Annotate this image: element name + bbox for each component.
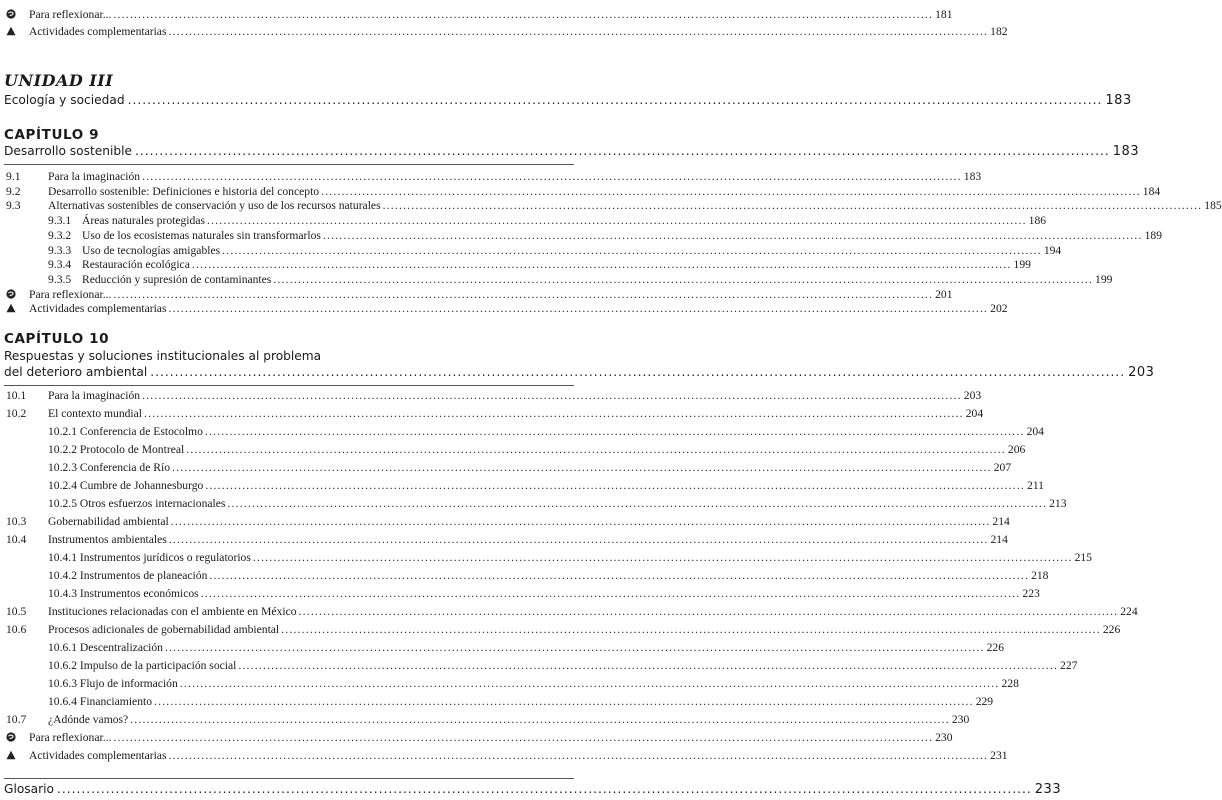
dot-leader: ........................................................................................................................................................................................................ bbox=[322, 228, 1143, 242]
activities-icon bbox=[6, 26, 16, 36]
dot-leader: ........................................................................................................................................................................................................ bbox=[113, 8, 934, 21]
activities-icon bbox=[6, 750, 16, 760]
entry-page: 185 bbox=[1204, 199, 1222, 213]
entry-title: Para reflexionar... bbox=[29, 731, 112, 744]
entry-title: Actividades complementarias bbox=[29, 24, 167, 38]
entry-page: 226 bbox=[986, 641, 1005, 654]
toc-entry[interactable] bbox=[48, 443, 1026, 457]
entry-number: 9.1 bbox=[6, 170, 21, 183]
entry-number: 9.3.4 bbox=[48, 258, 72, 272]
toc-entry[interactable] bbox=[48, 228, 1162, 243]
dot-leader: ........................................................................................................................................................................................................ bbox=[172, 461, 992, 474]
entry-page: 231 bbox=[990, 749, 1008, 762]
entry-title: Instrumentos ambientales bbox=[48, 533, 167, 546]
chapter-9-label: CAPÍTULO 9 bbox=[4, 127, 100, 143]
entry-page: 224 bbox=[1120, 605, 1138, 618]
entry-page: 230 bbox=[951, 713, 970, 726]
entry-title: 10.6.4 Financiamiento bbox=[48, 695, 153, 708]
dot-leader: ........................................................................................................................................................................................................ bbox=[168, 24, 989, 38]
chapter-9-rule bbox=[4, 164, 574, 165]
dot-leader: ........................................................................................................................................................................................................ bbox=[222, 243, 1042, 257]
entry-title: 10.2.1 Conferencia de Estocolmo bbox=[48, 425, 203, 438]
toc-entry[interactable] bbox=[6, 184, 1161, 199]
dot-leader: ........................................................................................................................................................................................................ bbox=[206, 214, 1027, 228]
unit-page: 183 bbox=[1105, 93, 1132, 108]
toc-entry[interactable] bbox=[48, 641, 1005, 655]
entry-title: Para la imaginación bbox=[48, 389, 141, 402]
toc-entry[interactable] bbox=[48, 479, 1044, 493]
entry-page: 181 bbox=[935, 8, 953, 21]
toc-entry[interactable] bbox=[6, 24, 1008, 39]
dot-leader: ........................................................................................................................................................................................................ bbox=[56, 782, 1032, 796]
dot-leader: ........................................................................................................................................................................................................ bbox=[168, 533, 989, 546]
dot-leader: ........................................................................................................................................................................................................ bbox=[382, 199, 1203, 213]
dot-leader: ........................................................................................................................................................................................................ bbox=[134, 144, 1110, 158]
dot-leader: ........................................................................................................................................................................................................ bbox=[154, 695, 974, 708]
toc-entry[interactable] bbox=[6, 302, 1008, 316]
chapter-10-label: CAPÍTULO 10 bbox=[4, 331, 110, 347]
toc-entry[interactable] bbox=[6, 8, 953, 22]
entry-page: 204 bbox=[965, 407, 984, 420]
dot-leader: ........................................................................................................................................................................................................ bbox=[209, 569, 1030, 582]
entry-title: 10.6.2 Impulso de la participación social bbox=[48, 659, 237, 672]
entry-page: 215 bbox=[1074, 551, 1092, 564]
entry-title: Para reflexionar... bbox=[29, 287, 112, 301]
entry-title: 10.6.1 Descentralización bbox=[48, 641, 163, 654]
entry-title: Restauración ecológica bbox=[82, 258, 190, 272]
glossary-rule bbox=[4, 778, 574, 779]
entry-page: 228 bbox=[1001, 677, 1019, 690]
toc-entry[interactable] bbox=[48, 214, 1047, 228]
entry-title: ¿Adónde vamos? bbox=[48, 713, 129, 726]
toc-entry[interactable] bbox=[6, 389, 982, 403]
chapter-10-title-line1: Respuestas y soluciones institucionales al problema bbox=[4, 349, 322, 363]
entry-page: 202 bbox=[990, 302, 1008, 316]
entry-title: 10.2.5 Otros esfuerzos internacionales bbox=[48, 497, 226, 510]
glossary-entry[interactable] bbox=[4, 782, 1062, 797]
entry-title: Alternativas sostenibles de conservación y uso de los recursos naturales bbox=[48, 199, 381, 213]
entry-number: 10.3 bbox=[6, 515, 27, 528]
dot-leader: ........................................................................................................................................................................................................ bbox=[142, 389, 962, 402]
toc-entry[interactable] bbox=[48, 677, 1019, 691]
dot-leader: ........................................................................................................................................................................................................ bbox=[127, 93, 1103, 107]
entry-number: 10.5 bbox=[6, 605, 27, 618]
entry-title: Reducción y supresión de contaminantes bbox=[82, 272, 272, 286]
entry-page: 201 bbox=[935, 287, 953, 301]
entry-number: 9.2 bbox=[6, 184, 21, 198]
entry-page: 211 bbox=[1027, 479, 1044, 492]
chapter-9-page: 183 bbox=[1112, 144, 1140, 159]
entry-page: 214 bbox=[990, 533, 1008, 546]
toc-entry[interactable] bbox=[6, 287, 953, 302]
dot-leader: ........................................................................................................................................................................................................ bbox=[186, 443, 1006, 456]
entry-page: 203 bbox=[963, 389, 982, 402]
entry-page: 213 bbox=[1049, 497, 1067, 510]
entry-title: El contexto mundial bbox=[48, 407, 143, 420]
toc-entry[interactable] bbox=[6, 605, 1138, 619]
entry-page: 223 bbox=[1022, 587, 1040, 600]
entry-title: Para la imaginación bbox=[48, 170, 141, 183]
entry-page: 186 bbox=[1028, 214, 1047, 228]
toc-entry[interactable] bbox=[48, 425, 1044, 439]
dot-leader: ........................................................................................................................................................................................................ bbox=[164, 641, 985, 654]
dot-leader: ........................................................................................................................................................................................................ bbox=[150, 365, 1126, 379]
entry-page: 226 bbox=[1102, 623, 1121, 636]
entry-number: 9.3 bbox=[6, 199, 21, 213]
toc-entry[interactable] bbox=[6, 533, 1008, 547]
dot-leader: ........................................................................................................................................................................................................ bbox=[321, 184, 1141, 198]
reflection-icon bbox=[6, 9, 16, 19]
entry-page: 206 bbox=[1007, 443, 1026, 456]
dot-leader: ........................................................................................................................................................................................................ bbox=[170, 515, 991, 528]
unit-title-entry[interactable] bbox=[4, 93, 1132, 108]
entry-number: 10.4 bbox=[6, 533, 27, 546]
entry-page: 182 bbox=[990, 24, 1008, 38]
toc-entry[interactable] bbox=[6, 749, 1008, 763]
dot-leader: ........................................................................................................................................................................................................ bbox=[168, 749, 989, 762]
entry-page: 199 bbox=[1095, 272, 1113, 286]
entry-page: 230 bbox=[935, 731, 953, 744]
toc-entry[interactable] bbox=[6, 170, 982, 184]
dot-leader: ........................................................................................................................................................................................................ bbox=[238, 659, 1059, 672]
entry-title: Gobernabilidad ambiental bbox=[48, 515, 169, 528]
toc-entry[interactable] bbox=[48, 659, 1078, 673]
entry-page: 218 bbox=[1031, 569, 1049, 582]
entry-number: 9.3.3 bbox=[48, 243, 72, 257]
chapter-9-title: Desarrollo sostenible bbox=[4, 144, 132, 158]
dot-leader: ........................................................................................................................................................................................................ bbox=[113, 287, 934, 301]
dot-leader: ........................................................................................................................................................................................................ bbox=[200, 587, 1021, 600]
dot-leader: ........................................................................................................................................................................................................ bbox=[113, 731, 934, 744]
chapter-10-rule bbox=[4, 385, 574, 386]
entry-title: 10.2.4 Cumbre de Johannesburgo bbox=[48, 479, 204, 492]
dot-leader: ........................................................................................................................................................................................................ bbox=[273, 272, 1094, 286]
entry-number: 9.3.1 bbox=[48, 214, 72, 228]
toc-entry[interactable] bbox=[48, 497, 1067, 511]
entry-title: Procesos adicionales de gobernabilidad ambiental bbox=[48, 623, 280, 636]
entry-number: 10.6 bbox=[6, 623, 27, 636]
toc-entry[interactable] bbox=[6, 623, 1121, 637]
entry-title: Para reflexionar... bbox=[29, 8, 112, 21]
entry-title: 10.4.3 Instrumentos económicos bbox=[48, 587, 199, 600]
entry-title: 10.2.2 Protocolo de Montreal bbox=[48, 443, 185, 456]
entry-number: 10.1 bbox=[6, 389, 27, 402]
entry-title: Uso de tecnologías amigables bbox=[82, 243, 221, 257]
entry-page: 184 bbox=[1142, 184, 1161, 198]
toc-entry[interactable] bbox=[6, 199, 1222, 213]
chapter-9-title-entry[interactable] bbox=[4, 144, 1140, 159]
dot-leader: ........................................................................................................................................................................................................ bbox=[298, 605, 1119, 618]
dot-leader: ........................................................................................................................................................................................................ bbox=[205, 479, 1026, 492]
entry-number: 10.2 bbox=[6, 407, 27, 420]
toc-entry[interactable] bbox=[6, 713, 970, 727]
entry-page: 229 bbox=[975, 695, 994, 708]
entry-page: 189 bbox=[1144, 228, 1162, 242]
toc-entry[interactable] bbox=[48, 258, 1031, 272]
entry-title: 10.6.3 Flujo de información bbox=[48, 677, 178, 690]
entry-title: Desarrollo sostenible: Definiciones e historia del concepto bbox=[48, 184, 320, 198]
entry-page: 214 bbox=[992, 515, 1010, 528]
entry-number: 9.3.5 bbox=[48, 272, 72, 286]
dot-leader: ........................................................................................................................................................................................................ bbox=[130, 713, 950, 726]
entry-page: 183 bbox=[963, 170, 982, 183]
entry-title: 10.4.1 Instrumentos jurídicos o regulatorios bbox=[48, 551, 251, 564]
entry-title: 10.2.3 Conferencia de Río bbox=[48, 461, 171, 474]
activities-icon bbox=[6, 303, 16, 313]
unit-title: Ecología y sociedad bbox=[4, 93, 125, 107]
entry-page: 207 bbox=[993, 461, 1012, 474]
toc-entry[interactable] bbox=[48, 272, 1113, 287]
entry-page: 227 bbox=[1060, 659, 1078, 672]
entry-title: Actividades complementarias bbox=[29, 302, 167, 316]
entry-number: 10.7 bbox=[6, 713, 27, 726]
entry-number: 9.3.2 bbox=[48, 228, 72, 242]
glossary-title: Glosario bbox=[4, 782, 54, 796]
toc-entry[interactable] bbox=[48, 587, 1040, 601]
entry-page: 194 bbox=[1043, 243, 1062, 257]
dot-leader: ........................................................................................................................................................................................................ bbox=[168, 302, 989, 316]
toc-entry[interactable] bbox=[6, 515, 1010, 529]
dot-leader: ........................................................................................................................................................................................................ bbox=[227, 497, 1048, 510]
entry-title: Instituciones relacionadas con el ambiente en México bbox=[48, 605, 297, 618]
entry-page: 199 bbox=[1013, 258, 1031, 272]
toc-entry[interactable] bbox=[48, 243, 1062, 258]
glossary-page: 233 bbox=[1034, 782, 1062, 797]
chapter-10-title-line2: del deterioro ambiental bbox=[4, 365, 148, 379]
entry-title: Actividades complementarias bbox=[29, 749, 167, 762]
toc-entry[interactable] bbox=[48, 569, 1049, 583]
dot-leader: ........................................................................................................................................................................................................ bbox=[179, 677, 1000, 690]
reflection-icon bbox=[6, 289, 16, 299]
dot-leader: ........................................................................................................................................................................................................ bbox=[204, 425, 1025, 438]
entry-page: 204 bbox=[1026, 425, 1044, 438]
dot-leader: ........................................................................................................................................................................................................ bbox=[281, 623, 1101, 636]
toc-entry[interactable] bbox=[6, 731, 953, 745]
toc-entry[interactable] bbox=[48, 461, 1012, 475]
chapter-10-page: 203 bbox=[1128, 365, 1155, 380]
dot-leader: ........................................................................................................................................................................................................ bbox=[144, 407, 964, 420]
dot-leader: ........................................................................................................................................................................................................ bbox=[191, 258, 1012, 272]
toc-entry[interactable] bbox=[48, 551, 1092, 565]
entry-title: Áreas naturales protegidas bbox=[82, 214, 205, 228]
reflection-icon bbox=[6, 732, 16, 742]
entry-title: 10.4.2 Instrumentos de planeación bbox=[48, 569, 208, 582]
dot-leader: ........................................................................................................................................................................................................ bbox=[142, 170, 962, 183]
chapter-10-title-entry[interactable] bbox=[4, 365, 1155, 380]
dot-leader: ........................................................................................................................................................................................................ bbox=[252, 551, 1073, 564]
unit-label: UNIDAD III bbox=[4, 71, 114, 90]
toc-entry[interactable] bbox=[48, 695, 994, 709]
entry-title: Uso de los ecosistemas naturales sin transformarlos bbox=[82, 228, 321, 242]
toc-entry[interactable] bbox=[6, 407, 984, 421]
